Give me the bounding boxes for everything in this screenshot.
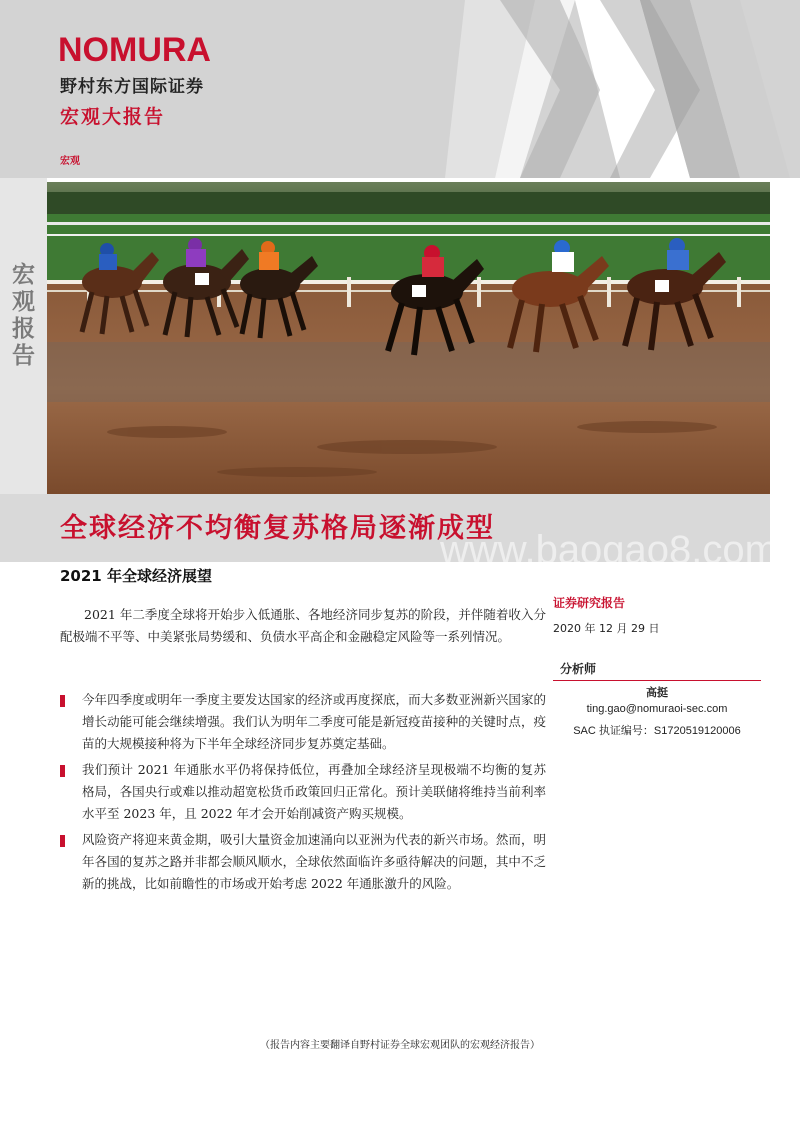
bullet-marker [60,695,65,707]
report-subtitle: 2021 年全球经济展望 [60,567,212,585]
report-label: 证券研究报告 [553,596,626,610]
bullet-item [60,689,546,755]
bullet-item [60,829,546,895]
bullet-marker [60,765,65,777]
intro-paragraph: 2021 年二季度全球将开始步入低通胀、各地经济同步复苏的阶段，并伴随着收入分配极端不平等、中美紧张局势缓和、负债水平高企和金融稳定风险等一系列情况。 [60,607,546,644]
bullet-marker [60,835,65,847]
footnote: （报告内容主要翻译自野村证券全球宏观团队的宏观经济报告） [260,1040,540,1051]
bullet-item [60,759,546,825]
analyst-divider [553,680,761,681]
category-label: 宏观 [60,156,80,167]
bullet-text: 我们预计 2021 年通胀水平仍将保持低位，再叠加全球经济呈现极端不均衡的复苏格局，各国央行或难以推动超宽松货币政策回归正常化。预计美联储将维持当前利率水平至 2023 年，且 2022 年才会开始削减资产购买规模。 [82,762,546,821]
watermark: www.baogao8.com [440,528,778,572]
report-title: 全球经济不均衡复苏格局逐渐成型 [60,513,495,544]
analyst-name: 高挺 [646,686,668,699]
company-name: 野村东方国际证券 [60,77,204,97]
bullet-text: 风险资产将迎来黄金期，吸引大量资金加速涌向以亚洲为代表的新兴市场。然而，明年各国的复苏之路并非都会顺风顺水，全球依然面临许多亟待解决的问题，其中不乏新的挑战，比如前瞻性的市场或开始考虑 2022 年通胀激升的风险。 [82,832,546,891]
nomura-logo: NOMURA [58,31,211,69]
horse-race-image [47,182,770,494]
analyst-label: 分析师 [560,662,597,676]
bullet-text: 今年四季度或明年一季度主要发达国家的经济或再度探底，而大多数亚洲新兴国家的增长动能可能会继续增强。我们认为明年二季度可能是新冠疫苗接种的关键时点，疫苗的大规模接种将为下半年全球经济同步复苏奠定基础。 [82,692,546,751]
analyst-email[interactable]: ting.gao@nomuraoi-sec.com [586,703,728,715]
report-type: 宏观大报告 [60,106,166,128]
report-date: 2020 年 12 月 29 日 [553,622,660,635]
analyst-sac-number: SAC 执证编号：S1720519120006 [573,725,741,737]
side-label: 宏观报告 [8,262,35,370]
cover-photo [47,182,770,494]
